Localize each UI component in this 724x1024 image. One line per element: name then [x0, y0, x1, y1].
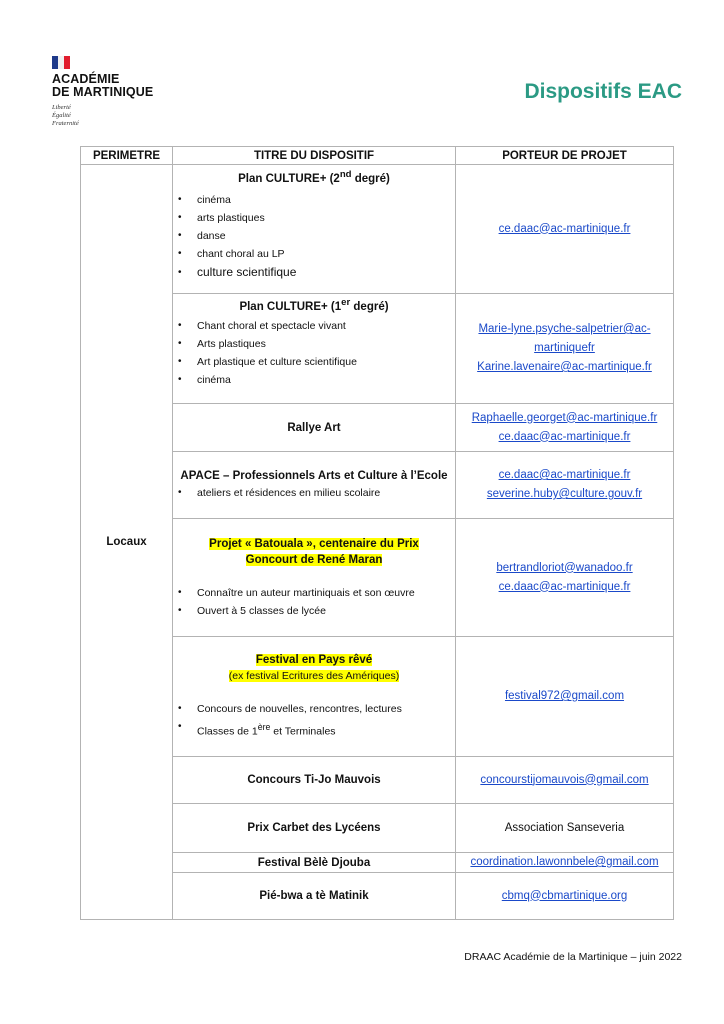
motto-line2: Égalité: [52, 112, 71, 119]
dispositifs-table: [80, 146, 674, 920]
contact-email-link[interactable]: Marie-lyne.psyche-salpetrier@ac-: [478, 323, 651, 335]
dispositif-title: Plan CULTURE+ (1er degré): [239, 297, 389, 313]
contact-email-link[interactable]: bertrandloriot@wanadoo.fr: [496, 561, 633, 574]
porteur-cell: [456, 853, 674, 873]
porteur-text: Association Sanseveria: [504, 821, 625, 834]
dispositif-title: [173, 536, 455, 568]
french-flag-icon: [52, 56, 70, 69]
porteur-cell: [456, 804, 674, 853]
dispositif-items: [173, 317, 455, 389]
dispositif-cell: [173, 294, 456, 404]
academy-logo: [52, 56, 162, 128]
motto-line1: Liberté: [52, 104, 71, 111]
dispositif-items: [173, 191, 455, 282]
contact-email-link[interactable]: ce.daac@ac-martinique.fr: [498, 469, 631, 481]
list-item: • Connaître un auteur martiniquais et son œuvre: [173, 584, 455, 602]
list-item: • Ouvert à 5 classes de lycée: [173, 602, 455, 620]
list-item: • danse: [173, 227, 455, 245]
dispositif-cell: [173, 404, 456, 452]
contact-email-link[interactable]: ce.daac@ac-martinique.fr: [498, 430, 631, 443]
contact-email-link[interactable]: Karine.lavenaire@ac-martinique.fr: [477, 361, 652, 373]
contact-email-link[interactable]: festival972@gmail.com: [504, 690, 625, 702]
dispositif-title: Festival Bèlè Djouba: [257, 856, 371, 869]
contact-email-link[interactable]: concourstijomauvois@gmail.com: [480, 773, 649, 786]
dispositif-cell: [173, 452, 456, 519]
list-item: • Chant choral et spectacle vivant: [173, 317, 455, 335]
porteur-cell: [456, 294, 674, 404]
list-item: • cinéma: [173, 191, 455, 209]
dispositif-cell: [173, 637, 456, 757]
contact-email-link[interactable]: cbmq@cbmartinique.org: [501, 889, 628, 902]
dispositif-title: Concours Ti-Jo Mauvois: [247, 774, 381, 786]
list-item: • Arts plastiques: [173, 335, 455, 353]
motto-line3: Fraternité: [52, 120, 79, 127]
contact-email-link[interactable]: ce.daac@ac-martinique.fr: [498, 222, 631, 235]
logo-name: [52, 73, 162, 99]
highlighted-title-line1: Projet « Batouala », centenaire du Prix: [209, 537, 419, 550]
dispositif-title: APACE – Professionnels Arts et Culture à l’Ecole: [180, 470, 448, 482]
porteur-cell: [456, 404, 674, 452]
porteur-cell: [456, 519, 674, 637]
contact-email-link[interactable]: martiniquefr: [534, 342, 595, 354]
dispositif-title: Pié-bwa a tè Matinik: [259, 890, 369, 902]
list-item: • Art plastique et culture scientifique: [173, 353, 455, 371]
list-item: • chant choral au LP: [173, 245, 455, 263]
list-item: • Classes de 1ère et Terminales: [173, 718, 455, 741]
highlighted-title-line2: Goncourt de René Maran: [245, 553, 383, 566]
list-item: • ateliers et résidences en milieu scolaire: [173, 484, 455, 502]
page-title: Dispositifs EAC: [524, 80, 682, 103]
table-row: [81, 165, 674, 294]
porteur-cell: [456, 637, 674, 757]
dispositif-title: Rallye Art: [287, 421, 341, 434]
dispositif-subtitle: (ex festival Ecritures des Amériques): [228, 670, 400, 683]
page-footer: DRAAC Académie de la Martinique – juin 2022: [464, 951, 682, 963]
header-titre: TITRE DU DISPOSITIF: [173, 147, 456, 165]
dispositif-title: Prix Carbet des Lycéens: [247, 822, 381, 834]
table-header-row: [81, 147, 674, 165]
dispositif-cell: [173, 519, 456, 637]
header-porteur: PORTEUR DE PROJET: [456, 147, 674, 165]
list-item: • cinéma: [173, 371, 455, 389]
dispositif-cell: [173, 165, 456, 294]
contact-email-link[interactable]: coordination.lawonnbele@gmail.com: [470, 856, 659, 868]
contact-email-link[interactable]: ce.daac@ac-martinique.fr: [498, 580, 631, 593]
dispositif-cell: [173, 804, 456, 853]
list-item: • Concours de nouvelles, rencontres, lectures: [173, 700, 455, 718]
logo-name-line1: ACADÉMIE: [52, 72, 120, 86]
dispositif-items: [173, 484, 455, 502]
porteur-cell: [456, 165, 674, 294]
list-item: • arts plastiques: [173, 209, 455, 227]
porteur-cell: [456, 452, 674, 519]
perimetre-cell: Locaux: [81, 165, 173, 920]
contact-email-link[interactable]: Raphaelle.georget@ac-martinique.fr: [471, 411, 658, 424]
porteur-cell: [456, 873, 674, 920]
logo-name-line2: DE MARTINIQUE: [52, 85, 154, 99]
porteur-cell: [456, 757, 674, 804]
header-perimetre: PERIMETRE: [81, 147, 173, 165]
logo-motto: [52, 104, 162, 128]
dispositif-title: Plan CULTURE+ (2nd degré): [238, 169, 390, 185]
dispositif-items: [173, 700, 455, 741]
dispositif-cell: [173, 853, 456, 873]
dispositif-title: Festival en Pays rêvé: [255, 654, 373, 667]
dispositif-cell: [173, 757, 456, 804]
dispositif-cell: [173, 873, 456, 920]
dispositif-items: [173, 584, 455, 620]
contact-email-link[interactable]: severine.huby@culture.gouv.fr: [486, 488, 643, 500]
list-item: • culture scientifique: [173, 263, 455, 282]
